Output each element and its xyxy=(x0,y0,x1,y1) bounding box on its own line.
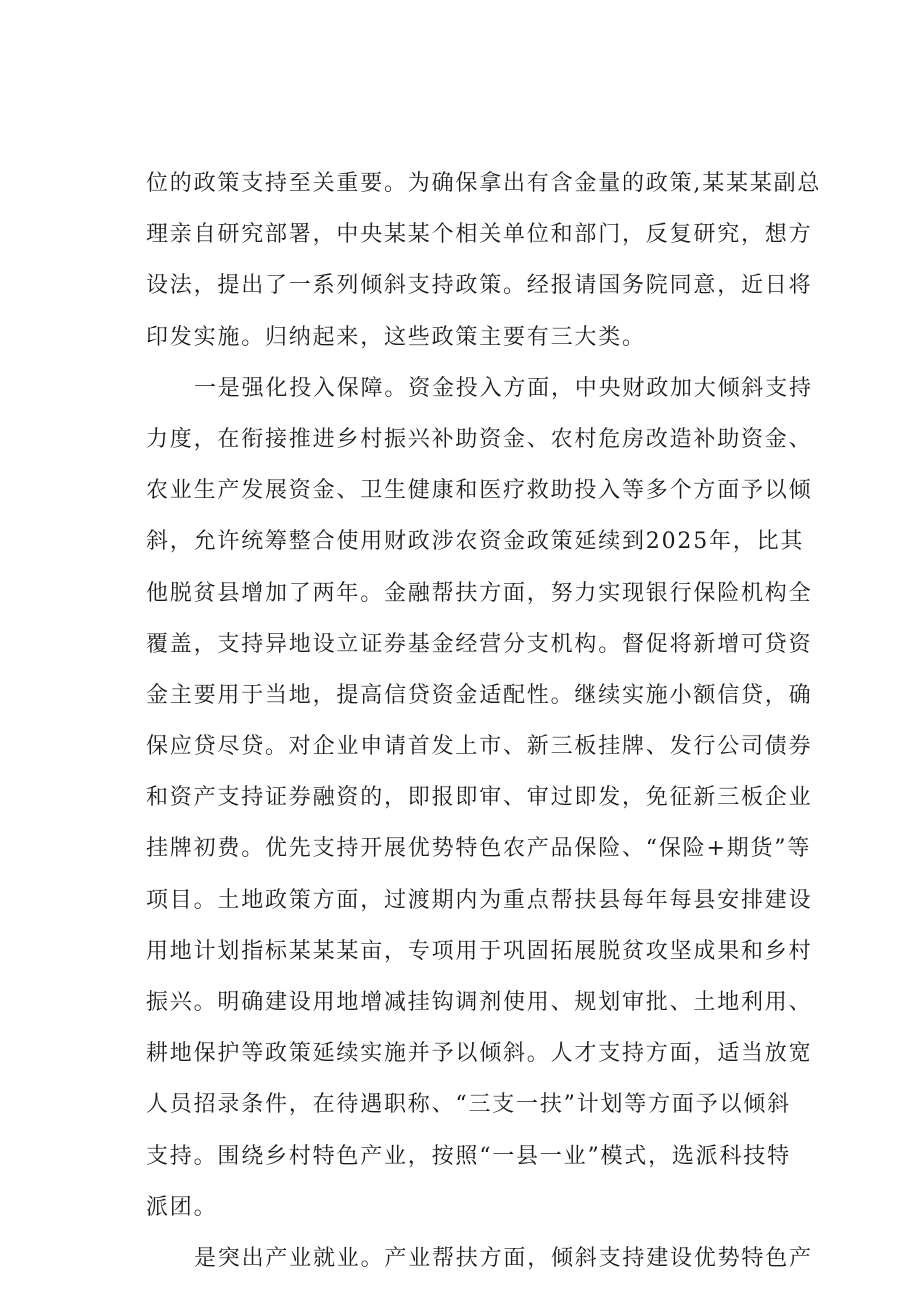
text-line: 理亲自研究部署，中央某某个相关单位和部门，反复研究，想方 xyxy=(146,222,813,248)
text-line: 力度，在衔接推进乡村振兴补助资金、农村危房改造补助资金、 xyxy=(146,426,813,452)
text-line: 支持。围绕乡村特色产业，按照“一县一业”模式，选派科技特 xyxy=(146,1143,791,1169)
text-line: 他脱贫县增加了两年。金融帮扶方面，努力实现银行保险机构全 xyxy=(146,580,813,606)
text-line: 派团。 xyxy=(146,1194,218,1220)
text-line: 一是强化投入保障。资金投入方面，中央财政加大倾斜支持 xyxy=(194,375,813,401)
paragraph-1 xyxy=(146,158,822,363)
text-line: 斜，允许统筹整合使用财政涉农资金政策延续到2025年，比其 xyxy=(146,529,805,555)
text-line: 覆盖，支持异地设立证券基金经营分支机构。督促将新增可贷资 xyxy=(146,631,813,657)
text-line: 是突出产业就业。产业帮扶方面，倾斜支持建设优势特色产 xyxy=(194,1245,813,1271)
text-line: 印发实施。归纳起来，这些政策主要有三大类。 xyxy=(146,324,646,350)
text-line: 用地计划指标某某某亩，专项用于巩固拓展脱贫攻坚成果和乡村 xyxy=(146,938,813,964)
text-line: 农业生产发展资金、卫生健康和医疗救助投入等多个方面予以倾 xyxy=(146,478,813,504)
paragraph-3 xyxy=(146,1233,813,1284)
text-line: 和资产支持证券融资的，即报即审、审过即发，免征新三板企业 xyxy=(146,785,813,811)
text-line: 项目。土地政策方面，过渡期内为重点帮扶县每年每县安排建设 xyxy=(146,887,813,913)
text-line: 挂牌初费。优先支持开展优势特色农产品保险、“保险+期货”等 xyxy=(146,836,812,862)
document-body xyxy=(146,158,822,1284)
text-line: 振兴。明确建设用地增减挂钩调剂使用、规划审批、土地利用、 xyxy=(146,990,813,1015)
paragraph-2 xyxy=(146,363,813,1233)
text-line: 耕地保护等政策延续实施并予以倾斜。人才支持方面，适当放宽 xyxy=(146,1041,813,1067)
text-line: 保应贷尽贷。对企业申请首发上市、新三板挂牌、发行公司债券 xyxy=(146,734,813,760)
text-line: 金主要用于当地，提高信贷资金适配性。继续实施小额信贷，确 xyxy=(146,682,813,708)
text-line: 人员招录条件，在待遇职称、“三支一扶”计划等方面予以倾斜 xyxy=(146,1092,791,1118)
text-line: 位的政策支持至关重要。为确保拿出有含金量的政策,某某某副总 xyxy=(146,171,822,196)
text-line: 设法，提出了一系列倾斜支持政策。经报请国务院同意，近日将 xyxy=(146,273,813,299)
